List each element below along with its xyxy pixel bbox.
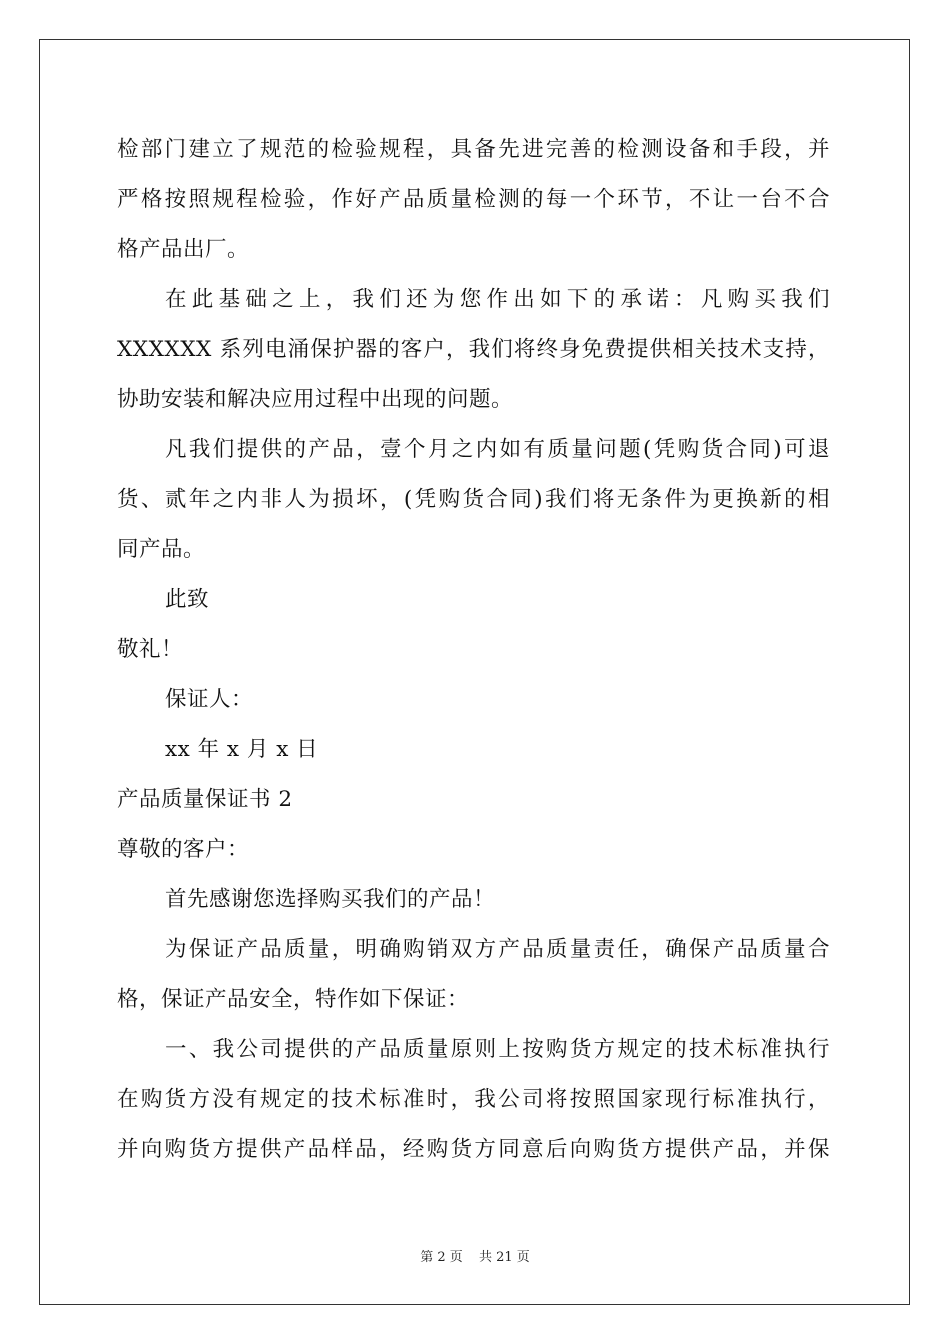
paragraph-line: 凡我们提供的产品，壹个月之内如有质量问题(凭购货合同)可退 [165, 437, 830, 462]
section-title: 产品质量保证书 2 [117, 787, 293, 812]
salutation-line: 此致 [165, 587, 210, 612]
paragraph-line: 首先感谢您选择购买我们的产品！ [165, 887, 496, 912]
paragraph-line: 格，保证产品安全，特作如下保证： [117, 987, 470, 1012]
salutation-line: 敬礼！ [117, 637, 184, 662]
paragraph-line: 并向购货方提供产品样品，经购货方同意后向购货方提供产品，并保 [117, 1137, 830, 1162]
paragraph-line: 货、贰年之内非人为损坏，(凭购货合同)我们将无条件为更换新的相 [117, 487, 830, 512]
paragraph-line: 严格按照规程检验，作好产品质量检测的每一个环节，不让一台不合 [117, 187, 830, 212]
page-border [39, 39, 910, 1305]
paragraph-line: 在购货方没有规定的技术标准时，我公司将按照国家现行标准执行， [117, 1087, 830, 1112]
signature-line: 保证人： [165, 687, 254, 712]
paragraph-line: 为保证产品质量，明确购销双方产品质量责任，确保产品质量合 [165, 937, 830, 962]
paragraph-line: 一、我公司提供的产品质量原则上按购货方规定的技术标准执行 [165, 1037, 830, 1062]
page-footer [0, 1246, 950, 1265]
paragraph-line: XXXXXX 系列电涌保护器的客户，我们将终身免费提供相关技术支持， [117, 337, 830, 362]
paragraph-line: 检部门建立了规范的检验规程，具备先进完善的检测设备和手段，并 [117, 137, 830, 162]
date-line: xx 年 x 月 x 日 [165, 737, 319, 762]
paragraph-line: 同产品。 [117, 537, 206, 562]
greeting-line: 尊敬的客户： [117, 837, 250, 862]
paragraph-line: 协助安装和解决应用过程中出现的问题。 [117, 387, 514, 412]
paragraph-line: 格产品出厂。 [117, 237, 250, 262]
paragraph-line: 在此基础之上，我们还为您作出如下的承诺：凡购买我们 [165, 287, 830, 312]
page-number: 第 2 页 [420, 1250, 463, 1265]
page-total: 共 21 页 [478, 1250, 530, 1265]
